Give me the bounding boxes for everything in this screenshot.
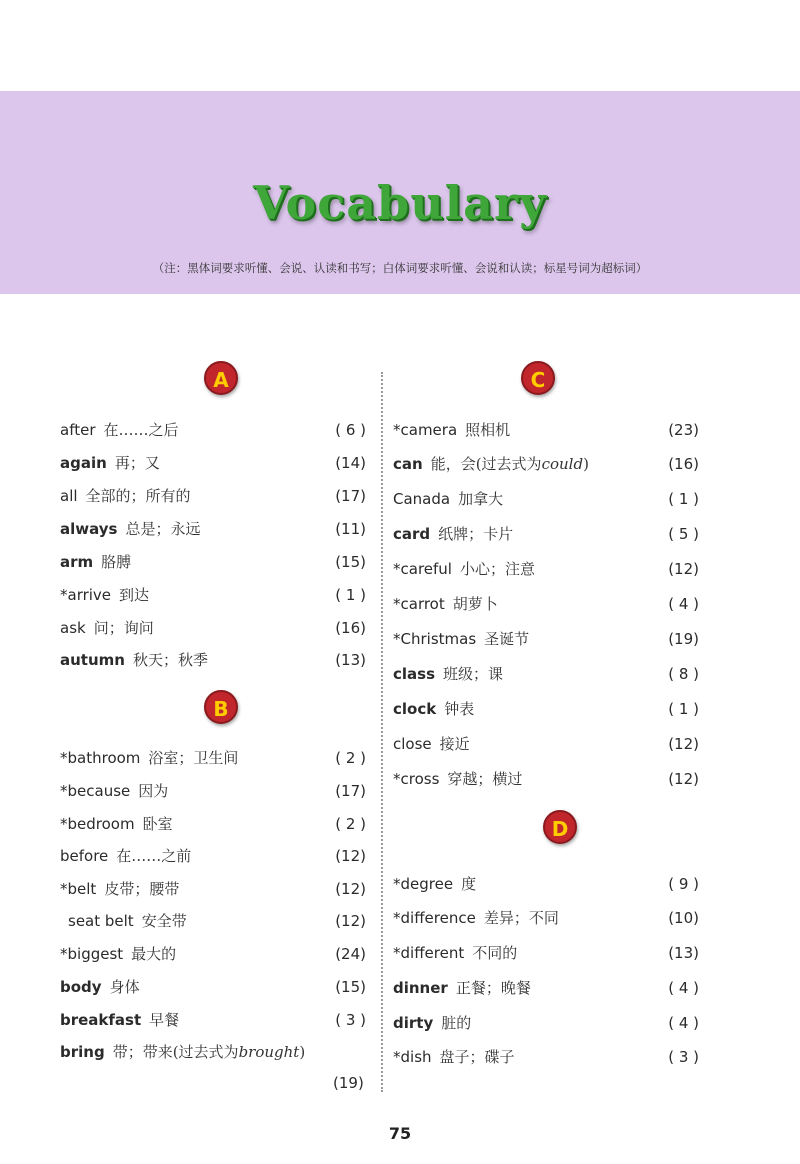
entry-unit: (12) [668, 735, 699, 753]
entry-word: *carrot [393, 595, 445, 613]
entry-unit: (14) [335, 454, 366, 472]
entry-gloss: 因为 [138, 782, 169, 800]
entry-gloss: 差异；不同 [483, 909, 559, 927]
entry-unit: (17) [335, 782, 366, 800]
entry-unit: (13) [668, 944, 699, 962]
entry-unit: (12) [335, 912, 366, 930]
entry-dirty [393, 1011, 699, 1035]
entry-gloss: 钟表 [444, 700, 475, 718]
entry-gloss: 圣诞节 [484, 630, 530, 648]
entry-arrive [60, 583, 366, 607]
entry-word: body [60, 978, 102, 996]
entry-seat-belt [60, 909, 366, 933]
entry-gloss: 身体 [109, 978, 140, 996]
entry-word: again [60, 454, 107, 472]
entry-word: close [393, 735, 432, 753]
entry-before [60, 844, 366, 868]
entry-gloss: 小心；注意 [459, 560, 535, 578]
entry-gloss [431, 455, 589, 473]
entry-all [60, 484, 366, 508]
entry-difference [393, 906, 699, 930]
entry-unit: ( 4 ) [668, 595, 699, 613]
entry-close [393, 732, 699, 756]
entry-unit: (15) [335, 553, 366, 571]
entry-bring [60, 1040, 366, 1064]
section-b-badge: B [204, 690, 238, 724]
entry-word: Canada [393, 490, 451, 508]
entry-unit: (16) [668, 455, 699, 473]
entry-unit: ( 1 ) [668, 700, 699, 718]
entry-word: *belt [60, 880, 97, 898]
entry-word: bring [60, 1043, 105, 1061]
entry-gloss: 安全带 [141, 912, 187, 930]
entry-word: *bathroom [60, 749, 141, 767]
entry-word: all [60, 487, 78, 505]
page-title: Vocabulary [253, 176, 547, 230]
entry-breakfast [60, 1008, 366, 1032]
entry-dinner [393, 976, 699, 1000]
entry-gloss: 秋天；秋季 [132, 651, 208, 669]
entry-cross [393, 767, 699, 791]
entry-biggest [60, 942, 366, 966]
entry-gloss: 脏的 [441, 1014, 472, 1032]
entry-word: dirty [393, 1014, 434, 1032]
entry-card [393, 522, 699, 546]
gloss-italic: could [541, 455, 584, 473]
entry-word: *arrive [60, 586, 112, 604]
entry-gloss: 加拿大 [458, 490, 504, 508]
entry-word: ask [60, 619, 86, 637]
entry-gloss: 再；又 [114, 454, 160, 472]
entry-christmas [393, 627, 699, 651]
entry-unit: (19) [333, 1074, 364, 1092]
entry-word: breakfast [60, 1011, 142, 1029]
entry-unit: (19) [668, 630, 699, 648]
entry-unit: ( 1 ) [335, 586, 366, 604]
entry-gloss: 班级；课 [443, 665, 504, 683]
entry-unit: ( 2 ) [335, 815, 366, 833]
entry-word: class [393, 665, 436, 683]
entry-body [60, 975, 366, 999]
entry-word: *camera [393, 421, 458, 439]
entry-word: *dish [393, 1048, 432, 1066]
entry-clock [393, 697, 699, 721]
entry-word: *because [60, 782, 131, 800]
entry-gloss: 穿越；横过 [447, 770, 523, 788]
entry-unit: (10) [668, 909, 699, 927]
header-note: （注：黑体词要求听懂、会说、认读和书写；白体词要求听懂、会说和认读；标星号词为超标词） [152, 261, 648, 275]
entry-gloss: 问；询问 [93, 619, 154, 637]
entry-unit: ( 8 ) [668, 665, 699, 683]
entry-gloss: 胳膊 [101, 553, 132, 571]
entry-gloss: 早餐 [149, 1011, 180, 1029]
entry-word: seat belt [68, 912, 134, 930]
entry-gloss: 在……之前 [116, 847, 192, 865]
entry-gloss: 到达 [119, 586, 150, 604]
entry-gloss: 卧室 [142, 815, 173, 833]
entry-gloss: 胡萝卜 [452, 595, 498, 613]
page-number: 75 [388, 1124, 412, 1143]
entry-gloss: 全部的；所有的 [85, 487, 191, 505]
entry-unit: ( 1 ) [668, 490, 699, 508]
section-d-badge: D [543, 810, 577, 844]
gloss-text: 能，会(过去式为 [430, 455, 542, 473]
entry-word: before [60, 847, 109, 865]
entry-camera [393, 418, 699, 442]
entry-unit: ( 5 ) [668, 525, 699, 543]
entry-word: clock [393, 700, 437, 718]
entry-word: dinner [393, 979, 448, 997]
section-a-badge: A [204, 361, 238, 395]
entry-because [60, 779, 366, 803]
entry-gloss: 皮带；腰带 [104, 880, 180, 898]
entry-unit: ( 3 ) [668, 1048, 699, 1066]
entry-gloss: 在……之后 [103, 421, 179, 439]
entry-word: always [60, 520, 118, 538]
entry-word: *different [393, 944, 465, 962]
entry-word: *bedroom [60, 815, 135, 833]
entry-word: card [393, 525, 431, 543]
entry-can [393, 452, 699, 476]
entry-canada [393, 487, 699, 511]
entry-unit: ( 4 ) [668, 1014, 699, 1032]
entry-unit: (16) [335, 619, 366, 637]
entry-word: after [60, 421, 96, 439]
entry-unit: (12) [668, 560, 699, 578]
entry-unit: (11) [335, 520, 366, 538]
entry-word: arm [60, 553, 94, 571]
entry-unit: (12) [335, 880, 366, 898]
entry-word: *cross [393, 770, 440, 788]
entry-unit: ( 9 ) [668, 875, 699, 893]
entry-word: *Christmas [393, 630, 477, 648]
entry-belt [60, 877, 366, 901]
entry-unit: (24) [335, 945, 366, 963]
entry-word: can [393, 455, 423, 473]
entry-gloss: 盘子；碟子 [439, 1048, 515, 1066]
entry-unit: (12) [335, 847, 366, 865]
entry-after [60, 418, 366, 442]
entry-gloss [113, 1043, 305, 1061]
section-c-badge: C [521, 361, 555, 395]
entry-ask [60, 616, 366, 640]
entry-always [60, 517, 366, 541]
entry-unit: ( 2 ) [335, 749, 366, 767]
entry-gloss: 纸牌；卡片 [438, 525, 514, 543]
entry-dish [393, 1045, 699, 1069]
entry-gloss: 不同的 [472, 944, 518, 962]
entry-word: autumn [60, 651, 125, 669]
entry-word: *difference [393, 909, 476, 927]
entry-word: *degree [393, 875, 454, 893]
entry-carrot [393, 592, 699, 616]
column-divider [381, 372, 383, 1092]
entry-arm [60, 550, 366, 574]
entry-unit: (13) [335, 651, 366, 669]
gloss-text: ) [299, 1043, 306, 1061]
entry-degree [393, 872, 699, 896]
entry-autumn [60, 648, 366, 672]
entry-unit: ( 6 ) [335, 421, 366, 439]
entry-unit: ( 4 ) [668, 979, 699, 997]
entry-gloss: 浴室；卫生间 [148, 749, 239, 767]
entry-different [393, 941, 699, 965]
gloss-italic: brought [238, 1043, 300, 1061]
entry-unit: ( 3 ) [335, 1011, 366, 1029]
entry-gloss: 最大的 [131, 945, 177, 963]
gloss-text: ) [583, 455, 589, 473]
entry-gloss: 正餐；晚餐 [455, 979, 531, 997]
entry-careful [393, 557, 699, 581]
entry-word: *biggest [60, 945, 124, 963]
entry-gloss: 接近 [439, 735, 470, 753]
entry-gloss: 总是；永远 [125, 520, 201, 538]
entry-bathroom [60, 746, 366, 770]
entry-unit: (12) [668, 770, 699, 788]
entry-gloss: 度 [461, 875, 477, 893]
gloss-text: 带；带来(过去式为 [112, 1043, 239, 1061]
entry-again [60, 451, 366, 475]
entry-bedroom [60, 812, 366, 836]
entry-class [393, 662, 699, 686]
entry-unit: (23) [668, 421, 699, 439]
entry-gloss: 照相机 [465, 421, 511, 439]
entry-unit: (15) [335, 978, 366, 996]
entry-word: *careful [393, 560, 452, 578]
entry-unit: (17) [335, 487, 366, 505]
